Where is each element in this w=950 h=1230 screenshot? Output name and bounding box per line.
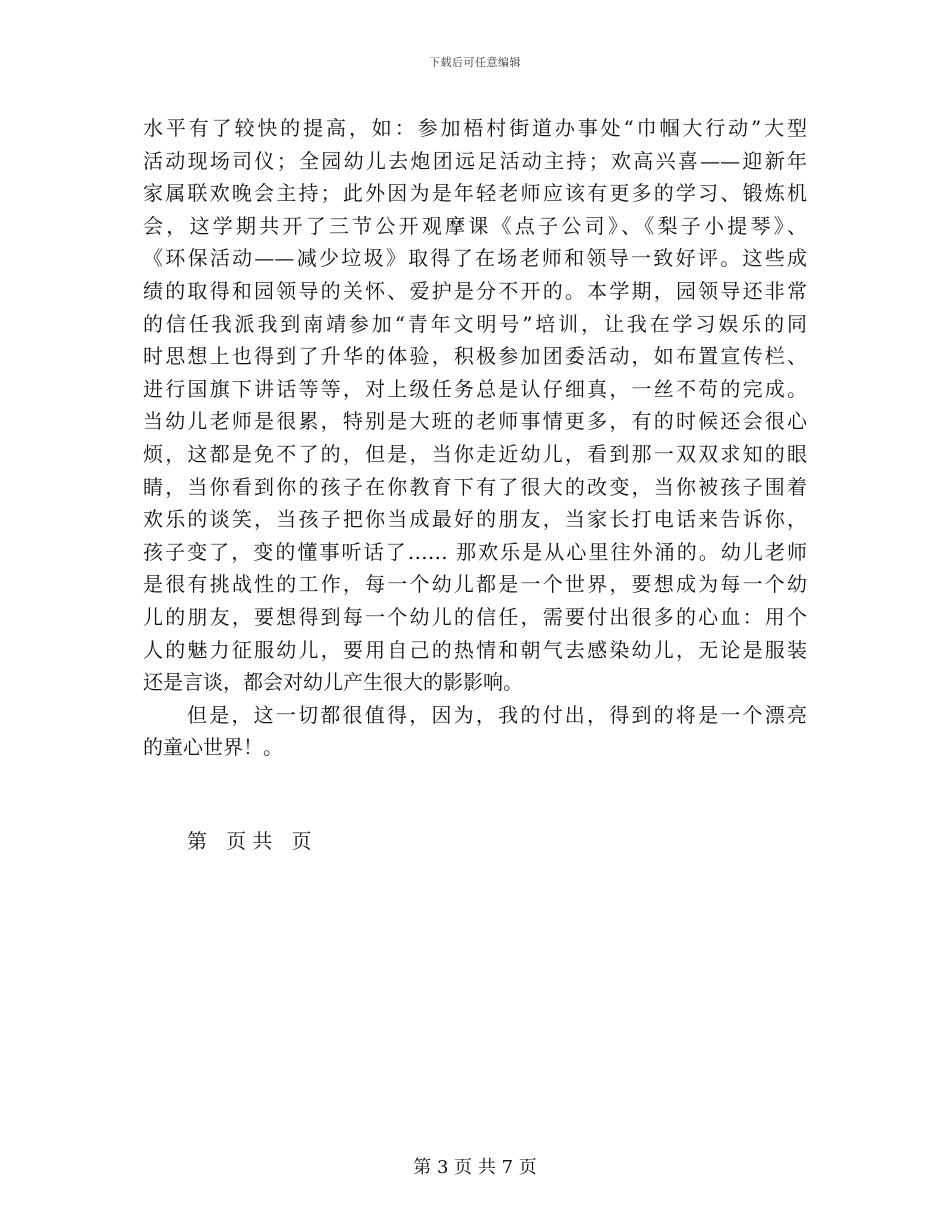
paragraph-line: 活动现场司仪；全园幼儿去炮团远足活动主持；欢高兴喜——迎新年: [143, 148, 807, 173]
inline-page-marker: 第 页 共 页: [187, 829, 312, 853]
paragraph-line: 时思想上也得到了升华的体验，积极参加团委活动，如布置宣传栏、: [143, 344, 807, 369]
paragraph-line: 会，这学期共开了三节公开观摩课《点子公司》、《梨子小提琴》、: [143, 213, 807, 238]
paragraph-line: 儿的朋友，要想得到每一个幼儿的信任，需要付出很多的心血：用个: [143, 604, 807, 629]
paragraph-line: 还是言谈，都会对幼儿产生很大的影影响。: [143, 670, 523, 695]
paragraph-line: 的信任我派我到南靖参加“青年文明号”培训，让我在学习娱乐的同: [143, 311, 807, 336]
body-text: [143, 112, 807, 764]
paragraph-line: 孩子变了，变的懂事听话了…… 那欢乐是从心里往外涌的。幼儿老师: [143, 539, 807, 564]
paragraph-line: 人的魅力征服幼儿，要用自己的热情和朝气去感染幼儿，无论是服装: [143, 637, 807, 662]
paragraph-line: 欢乐的谈笑，当孩子把你当成最好的朋友，当家长打电话来告诉你，: [143, 507, 807, 532]
paragraph-line: 睛，当你看到你的孩子在你教育下有了很大的改变，当你被孩子围着: [143, 474, 807, 499]
paragraph-line: 是很有挑战性的工作，每一个幼儿都是一个世界，要想成为每一个幼: [143, 572, 807, 597]
closing-paragraph-line: 但是，这一切都很值得，因为，我的付出，得到的将是一个漂亮: [187, 702, 807, 727]
paragraph-line: 《环保活动——减少垃圾》取得了在场老师和领导一致好评。这些成: [143, 246, 807, 271]
paragraph-line: 烦，这都是免不了的，但是，当你走近幼儿，看到那一双双求知的眼: [143, 441, 807, 466]
paragraph-line: 家属联欢晚会主持；此外因为是年轻老师应该有更多的学习、锻炼机: [143, 181, 807, 206]
paragraph-line: 当幼儿老师是很累，特别是大班的老师事情更多，有的时候还会很心: [143, 409, 807, 434]
page-footer: 第 3 页 共 7 页: [413, 1157, 537, 1178]
paragraph-line: 水平有了较快的提高，如：参加梧村街道办事处“巾帼大行动”大型: [143, 116, 807, 140]
paragraph-line: 绩的取得和园领导的关怀、爱护是分不开的。本学期，园领导还非常: [143, 278, 807, 303]
paragraph-line: 进行国旗下讲话等等，对上级任务总是认仔细真，一丝不苟的完成。: [143, 376, 807, 401]
closing-paragraph-line: 的童心世界！。: [143, 735, 283, 760]
header-note: 下载后可任意编辑: [429, 56, 521, 69]
